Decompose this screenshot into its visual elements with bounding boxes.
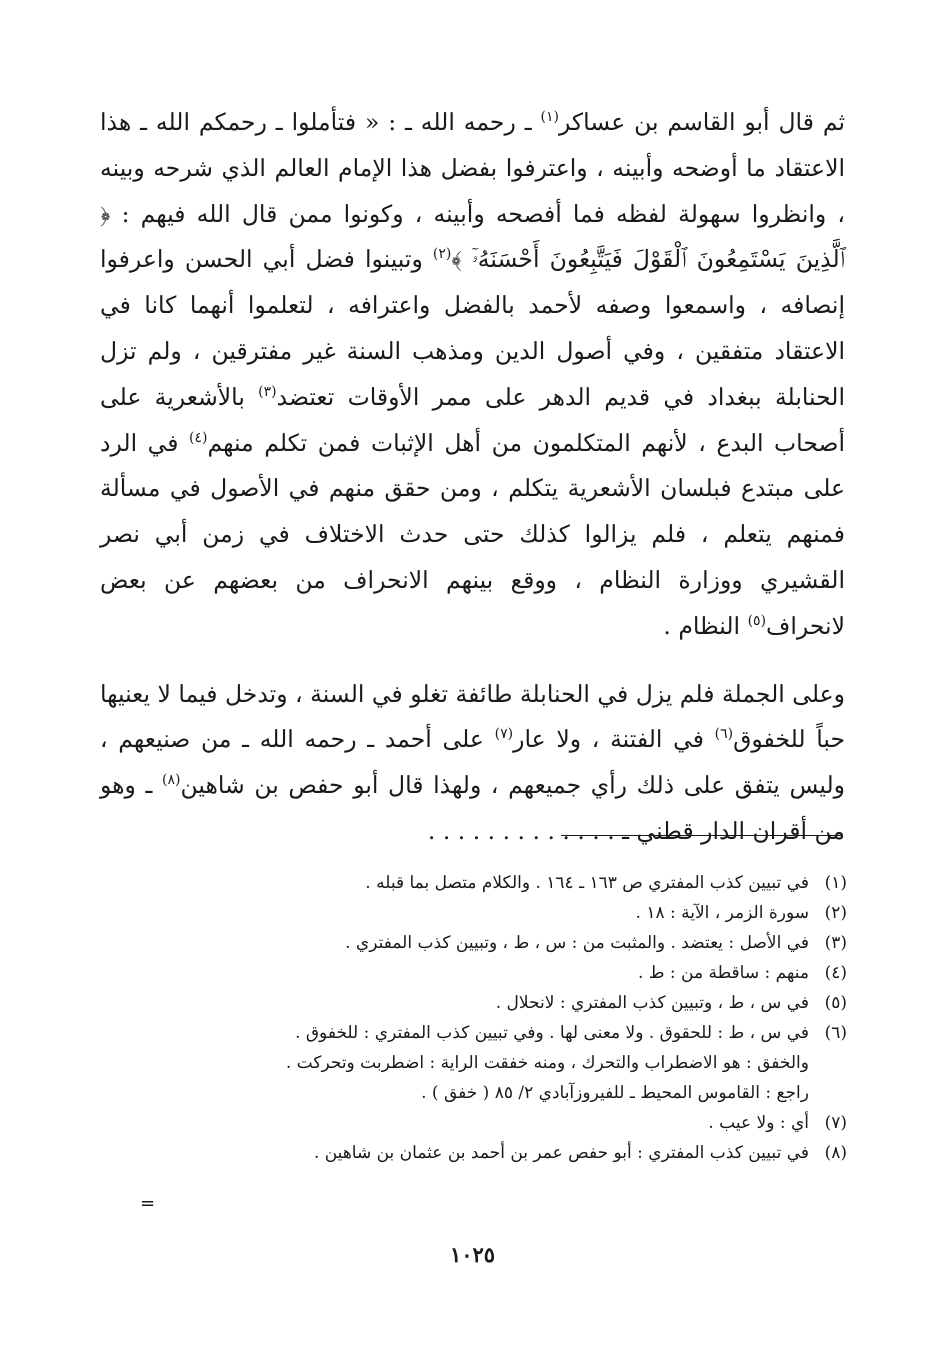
- footnote-4: [147, 958, 847, 988]
- footnote-5: [147, 988, 847, 1018]
- footnote-text: [147, 988, 809, 1018]
- footnote-line: في تبيين كذب المفتري ص ١٦٣ ـ ١٦٤ . والكلام متصل بما قبله .: [365, 873, 809, 893]
- footnote-line: في الأصل : يعتضد . والمثبت من : س ، ط ، وتبيين كذب المفتري .: [345, 933, 809, 953]
- footnote-text: [147, 898, 809, 928]
- footnote-line: راجع : القاموس المحيط ـ للفيروزآبادي ٢/ ٨٥ ( خفق ) .: [421, 1083, 809, 1103]
- footnote-6: [147, 1018, 847, 1108]
- continuation-mark: =: [140, 1193, 156, 1214]
- page-number: ١٠٢٥: [449, 1242, 496, 1267]
- footnote-8: [147, 1138, 847, 1168]
- text-run: وتبينوا فضل أبي الحسن واعرفوا إنصافه ، واسمعوا وصفه لأحمد بالفضل واعترافه ، لتعلموا أنهما كانا في الاعتقاد متفقين ، وفي أصول الدين ومذهب السنة غير مفترقين ، ولم تزل الحنابلة ببغداد في قديم الدهر على ممر الأوقات تعتضد: [100, 245, 845, 411]
- quran-verse: ﴿ ٱلَّذِينَ يَسْتَمِعُونَ ٱلْقَوْلَ فَيَتَّبِعُونَ أَحْسَنَهُۥٓ ﴾: [100, 199, 845, 274]
- paragraph-2: [100, 672, 845, 855]
- text-run: على أحمد ـ رحمه الله ـ من صنيعهم ، وليس يتفق على ذلك رأي جميعهم ، ولهذا قال أبو حفص بن شاهين: [100, 725, 845, 800]
- footnote-ref-5: (٥): [747, 612, 767, 629]
- footnote-text: [147, 928, 809, 958]
- footnote-separator: [561, 835, 843, 836]
- text-run: ثم قال أبو القاسم بن عساكر: [558, 108, 845, 136]
- footnote-ref-7: (٧): [494, 726, 514, 743]
- footnote-number: (٨): [824, 1143, 847, 1163]
- main-text: [100, 100, 845, 855]
- text-run: في الفتنة ، ولا عار: [513, 725, 715, 754]
- footnote-line: سورة الزمر ، الآية : ١٨ .: [635, 903, 809, 923]
- footnote-line: أي : ولا عيب .: [708, 1113, 809, 1133]
- footnote-1: [147, 868, 847, 898]
- footnote-text: [147, 958, 809, 988]
- footnote-ref-1: (١): [540, 109, 559, 126]
- text-run: وعلى الجملة فلم يزل في الحنابلة طائفة تغلو في السنة ، وتدخل فيما لا يعنيها حباً للخفوق: [100, 679, 845, 754]
- footnote-7: [147, 1108, 847, 1138]
- footnote-text: [147, 1138, 809, 1168]
- footnote-number: (٣): [824, 933, 847, 953]
- text-run: ـ وهو من أقران الدار قطني ـ . . . . . . . . . . . . .: [100, 771, 845, 845]
- text-run: بالأشعرية على أصحاب البدع ، لأنهم المتكلمون من أهل الإثبات فمن تكلم منهم: [100, 382, 845, 457]
- footnote-number: (٧): [824, 1113, 847, 1133]
- paragraph-1: [100, 100, 845, 650]
- footnote-text: [147, 868, 809, 898]
- footnote-line: في س ، ط ، وتبيين كذب المفتري : لانحلال .: [495, 993, 809, 1013]
- text-run: ـ رحمه الله ـ : « فتأملوا ـ رحمكم الله ـ هذا الاعتقاد ما أوضحه وأبينه ، واعترفوا بفضل هذا الإمام العالم الذي شرحه وبينه ، وانظروا سهولة لفظه فما أفصحه وأبينه ، وكونوا ممن قال الله فيهم :: [100, 108, 845, 228]
- footnote-ref-4: (٤): [189, 429, 208, 446]
- footnote-text: [147, 1108, 809, 1138]
- footnote-3: [147, 928, 847, 958]
- footnotes-list: [147, 868, 847, 1168]
- footnote-ref-6: (٦): [714, 726, 734, 743]
- footnote-number: (٥): [824, 993, 847, 1013]
- footnote-ref-8: (٨): [162, 772, 181, 789]
- footnote-number: (٤): [824, 963, 847, 983]
- footnote-ref-2: (٢): [432, 246, 452, 263]
- footnote-line: منهم : ساقطة من : ط .: [637, 963, 809, 983]
- footnote-text: [147, 1018, 809, 1108]
- footnote-number: (١): [824, 873, 847, 893]
- text-run: في الرد على مبتدع فبلسان الأشعرية يتكلم ، ومن حقق منهم في الأصول في مسألة فمنهم يتعلم ، فلم يزالوا كذلك حتى حدث الاختلاف في زمن أبي نصر القشيري ووزارة النظام ، ووقع بينهم الانحراف من بعضهم عن بعض لانحراف: [100, 428, 845, 640]
- footnote-number: (٦): [824, 1023, 847, 1043]
- footnote-line: والخفق : هو الاضطراب والتحرك ، ومنه خفقت الراية : اضطربت وتحركت .: [285, 1053, 809, 1073]
- footnote-line: في تبيين كذب المفتري : أبو حفص عمر بن أحمد بن عثمان بن شاهين .: [313, 1143, 809, 1163]
- footnote-ref-3: (٣): [258, 383, 277, 400]
- footnote-line: في س ، ط : للحقوق . ولا معنى لها . وفي تبيين كذب المفتري : للخفوق .: [295, 1023, 809, 1043]
- footnote-number: (٢): [824, 903, 847, 923]
- footnote-2: [147, 898, 847, 928]
- text-run: النظام .: [663, 611, 748, 640]
